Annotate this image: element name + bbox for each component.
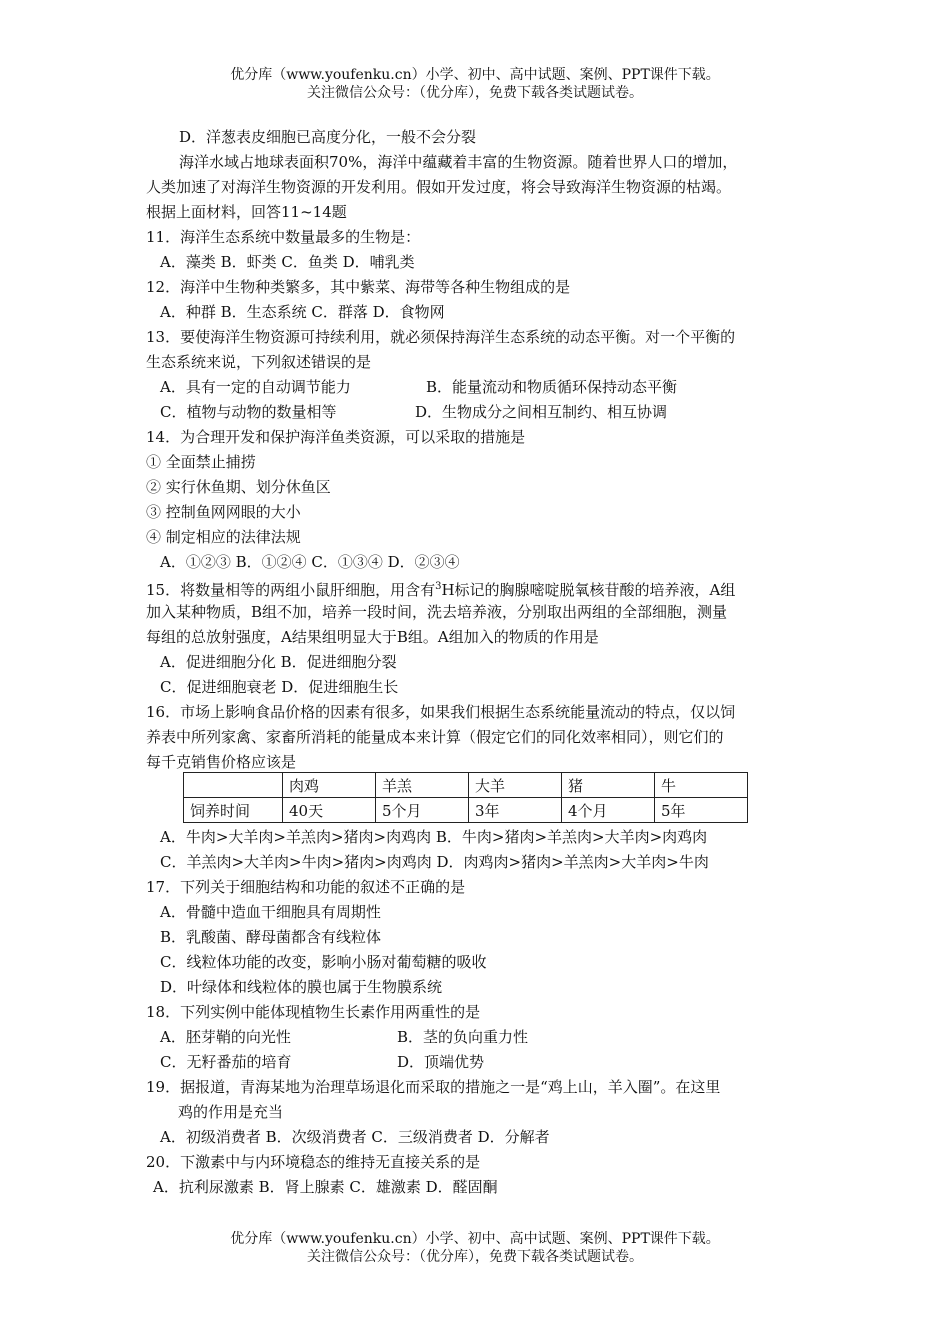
header-line-2: 关注微信公众号：（优分库），免费下载各类试题试卷。 [307, 85, 643, 101]
question-20: 20．下激素中与内环境稳态的维持无直接关系的是 [146, 1153, 481, 1171]
question-16-options: A．牛肉>大羊肉>羊羔肉>猪肉>肉鸡肉 B．牛肉>猪肉>羊羔肉>大羊肉>肉鸡肉 [160, 828, 708, 846]
option-line: D．洋葱表皮细胞已高度分化，一般不会分裂 [179, 128, 477, 146]
question-15-cont: 每组的总放射强度，A结果组明显大于B组。A组加入的物质的作用是 [146, 628, 599, 646]
table-cell: 大羊 [469, 773, 562, 798]
question-13-cont: 生态系统来说，下列叙述错误的是 [146, 353, 372, 371]
question-17-option-a: A．骨髓中造血干细胞具有周期性 [160, 903, 381, 921]
question-13-option-a: A．具有一定的自动调节能力 [160, 378, 351, 396]
isotope-superscript: 3 [435, 581, 442, 592]
question-19: 19．据报道，青海某地为治理草场退化而采取的措施之一是“鸡上山，羊入圈”。在这里 [146, 1078, 721, 1096]
question-19-options: A．初级消费者 B．次级消费者 C．三级消费者 D．分解者 [160, 1128, 550, 1146]
question-18-option-b: B．茎的负向重力性 [397, 1028, 529, 1046]
page-header [0, 66, 950, 102]
question-11: 11．海洋生态系统中数量最多的生物是： [146, 228, 421, 246]
table-header-row [184, 773, 748, 798]
footer-line-1: 优分库（www.youfenku.cn）小学、初中、高中试题、案例、PPT课件下载。 [230, 1231, 720, 1247]
question-19-cont: 鸡的作用是充当 [178, 1103, 284, 1121]
table-cell: 牛 [655, 773, 748, 798]
table-cell [184, 773, 283, 798]
question-17-option-d: D．叶绿体和线粒体的膜也属于生物膜系统 [160, 978, 443, 996]
table-cell: 羊羔 [376, 773, 469, 798]
question-15-cont: 加入某种物质，B组不加，培养一段时间，洗去培养液，分别取出两组的全部细胞，测量 [146, 603, 728, 621]
footer-line-2: 关注微信公众号：（优分库），免费下载各类试题试卷。 [307, 1249, 643, 1265]
passage-line: 人类加速了对海洋生物资源的开发利用。假如开发过度，将会导致海洋生物资源的枯竭。 [146, 178, 732, 196]
question-18-option-c: C．无籽番茄的培育 [160, 1053, 292, 1071]
table-cell: 饲养时间 [184, 798, 283, 823]
question-12: 12．海洋中生物种类繁多，其中紫菜、海带等各种生物组成的是 [146, 278, 571, 296]
question-15-text: 15．将数量相等的两组小鼠肝细胞，用含有 [146, 581, 436, 599]
passage-line: 根据上面材料，回答11~14题 [146, 203, 347, 221]
question-14-item: ④ 制定相应的法律法规 [146, 528, 301, 546]
question-15-options: A．促进细胞分化 B．促进细胞分裂 [160, 653, 397, 671]
passage-line: 海洋水域占地球表面积70%，海洋中蕴藏着丰富的生物资源。随着世界人口的增加， [179, 153, 738, 171]
question-17-option-b: B．乳酸菌、酵母菌都含有线粒体 [160, 928, 382, 946]
table-cell: 猪 [562, 773, 655, 798]
question-17: 17．下列关于细胞结构和功能的叙述不正确的是 [146, 878, 466, 896]
question-18-option-d: D．顶端优势 [397, 1053, 485, 1071]
question-13-option-d: D．生物成分之间相互制约、相互协调 [415, 403, 668, 421]
question-16-cont: 养表中所列家禽、家畜所消耗的能量成本来计算（假定它们的同化效率相同），则它们的 [146, 728, 724, 746]
question-16: 16．市场上影响食品价格的因素有很多，如果我们根据生态系统能量流动的特点，仅以饲 [146, 703, 736, 721]
question-15-text: H标记的胸腺嘧啶脱氧核苷酸的培养液，A组 [441, 581, 736, 599]
question-16-cont: 每千克销售价格应该是 [146, 753, 297, 771]
table-cell: 5年 [655, 798, 748, 823]
question-11-options: A．藻类 B．虾类 C．鱼类 D．哺乳类 [160, 253, 415, 271]
feeding-time-table [183, 772, 748, 823]
page-footer [0, 1230, 950, 1266]
question-12-options: A．种群 B．生态系统 C．群落 D．食物网 [160, 303, 445, 321]
question-16-options: C．羊羔肉>大羊肉>牛肉>猪肉>肉鸡肉 D．肉鸡肉>猪肉>羊羔肉>大羊肉>牛肉 [160, 853, 709, 871]
table-row [184, 798, 748, 823]
table-cell: 5个月 [376, 798, 469, 823]
question-14-item: ② 实行休鱼期、划分休鱼区 [146, 478, 331, 496]
question-15-options: C．促进细胞衰老 D．促进细胞生长 [160, 678, 399, 696]
table-cell: 肉鸡 [283, 773, 376, 798]
question-20-options: A．抗利尿激素 B．肾上腺素 C．雄激素 D．醛固酮 [153, 1178, 498, 1196]
question-14-options: A．①②③ B．①②④ C．①③④ D．②③④ [160, 553, 460, 571]
table-cell: 3年 [469, 798, 562, 823]
table-cell: 40天 [283, 798, 376, 823]
question-13-option-c: C．植物与动物的数量相等 [160, 403, 337, 421]
question-14: 14．为合理开发和保护海洋鱼类资源，可以采取的措施是 [146, 428, 526, 446]
question-14-item: ① 全面禁止捕捞 [146, 453, 256, 471]
question-13: 13．要使海洋生物资源可持续利用，就必须保持海洋生态系统的动态平衡。对一个平衡的 [146, 328, 736, 346]
question-14-item: ③ 控制鱼网网眼的大小 [146, 503, 301, 521]
question-15 [146, 577, 735, 600]
question-13-option-b: B．能量流动和物质循环保持动态平衡 [426, 378, 678, 396]
question-18: 18．下列实例中能体现植物生长素作用两重性的是 [146, 1003, 481, 1021]
question-18-option-a: A．胚芽鞘的向光性 [160, 1028, 291, 1046]
header-line-1: 优分库（www.youfenku.cn）小学、初中、高中试题、案例、PPT课件下载。 [230, 67, 720, 83]
table-cell: 4个月 [562, 798, 655, 823]
question-17-option-c: C．线粒体功能的改变，影响小肠对葡萄糖的吸收 [160, 953, 487, 971]
